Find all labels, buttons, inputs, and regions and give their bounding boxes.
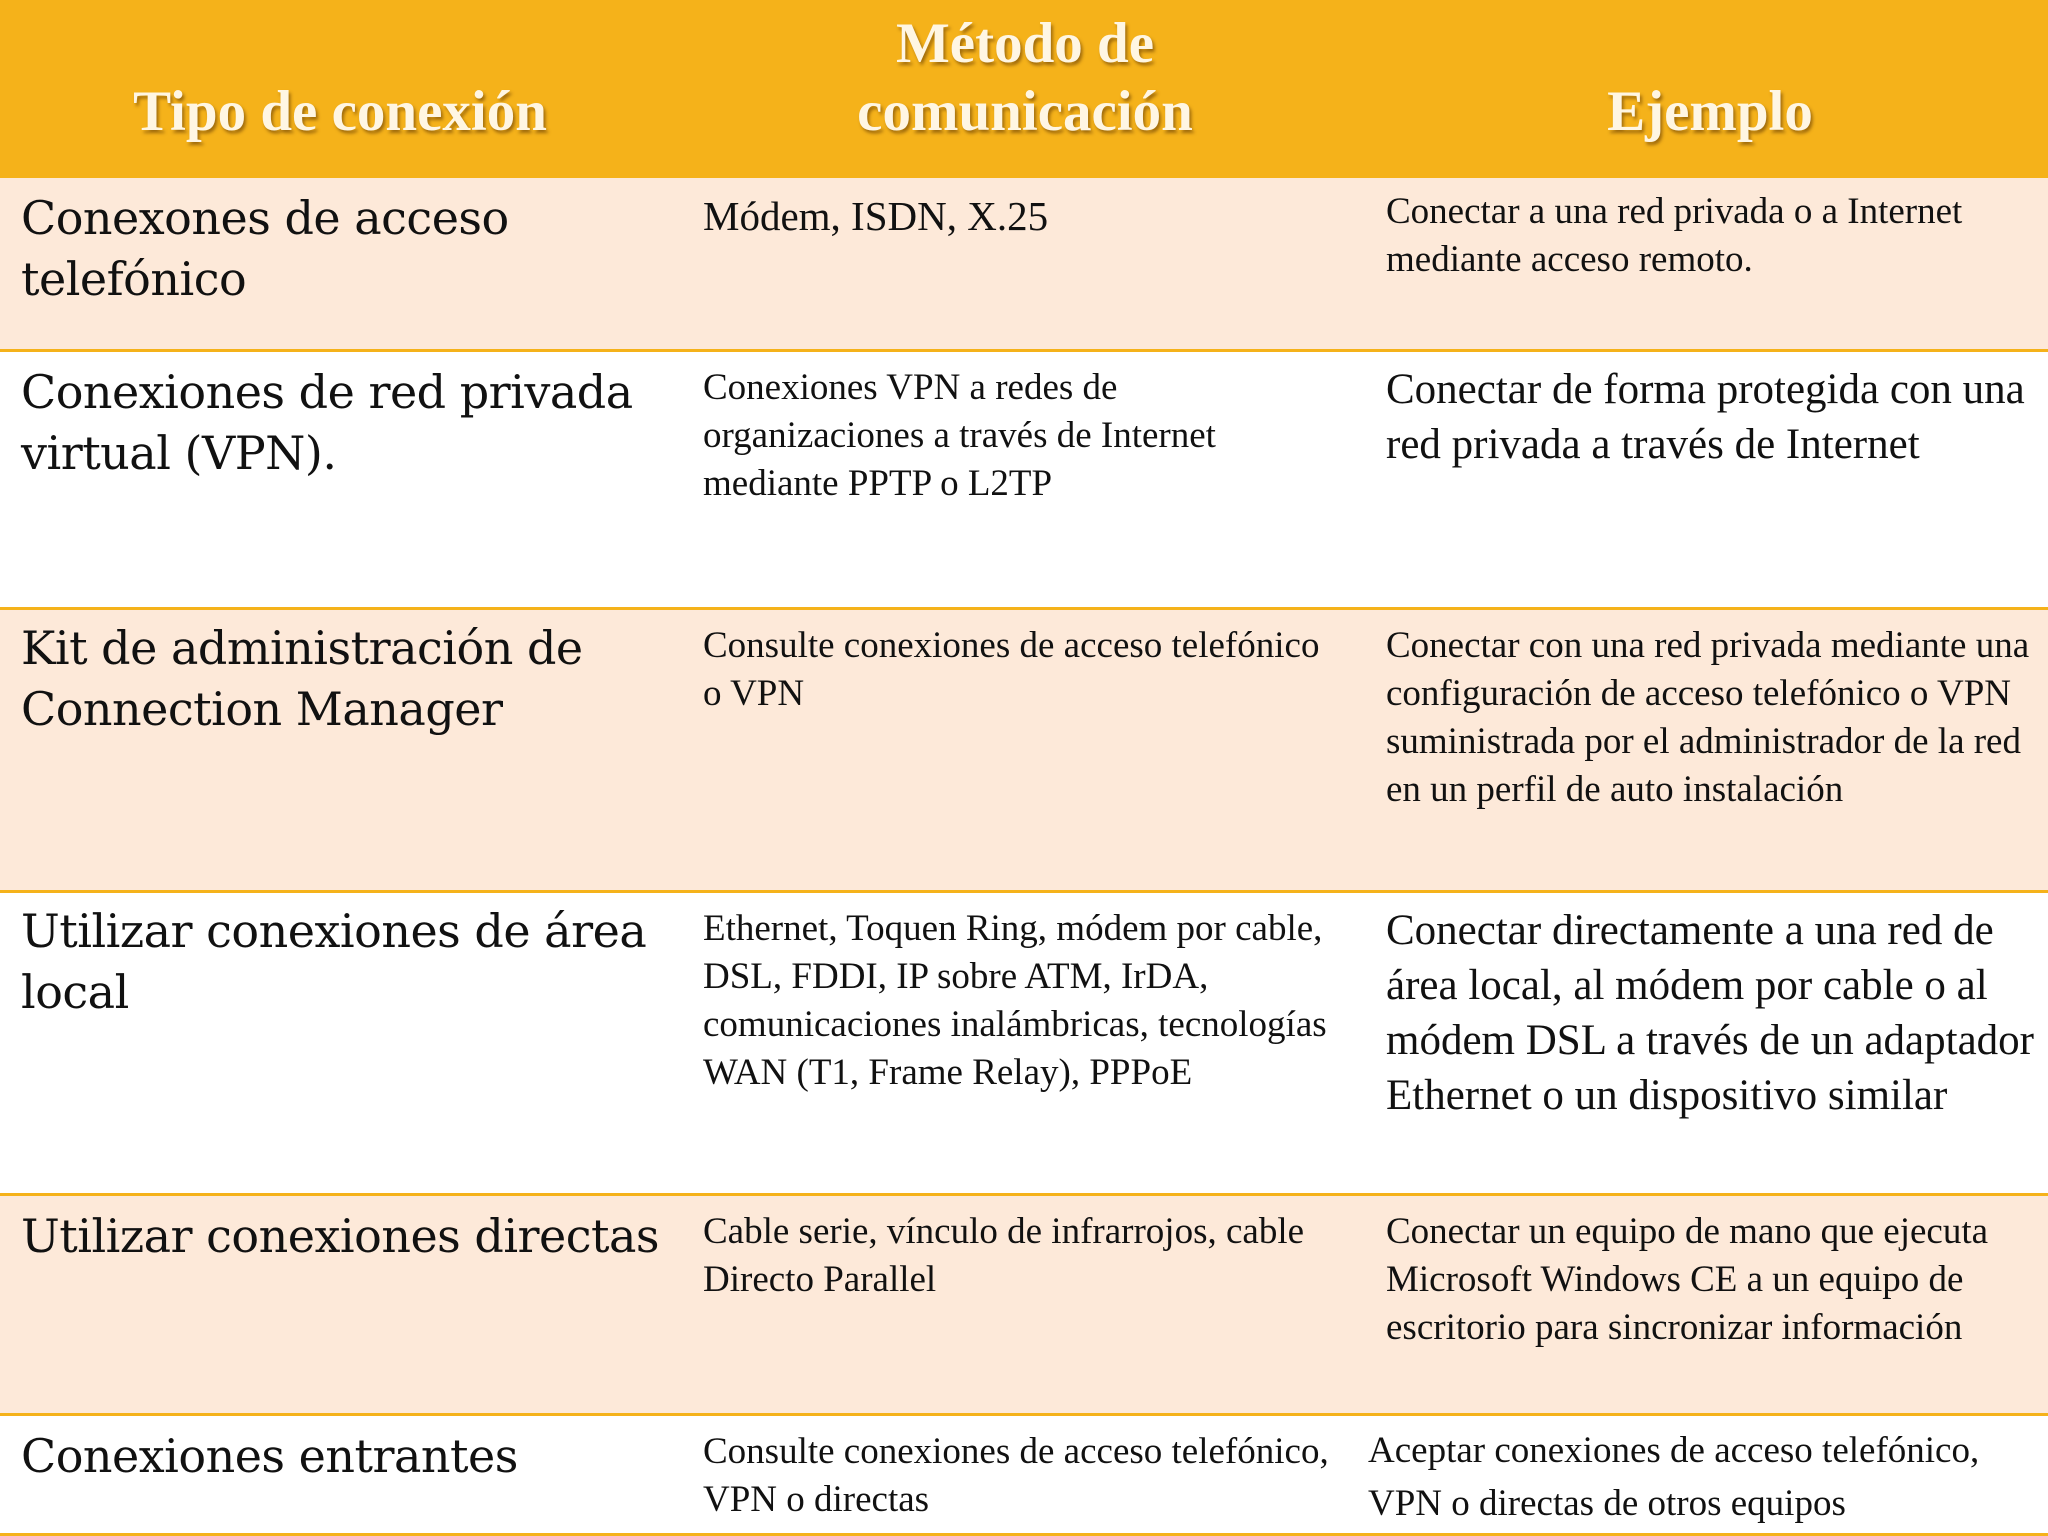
table-row [0, 175, 2048, 352]
table-row [0, 1193, 2048, 1416]
cell-tipo: Utilizar conexiones directas [21, 1209, 660, 1263]
cell-ejemplo: Conectar un equipo de mano que ejecuta Microsoft Windows CE a un equipo de escritorio para sincronizar información [1386, 1211, 1989, 1348]
cell-tipo: Conexiones de red privada virtual (VPN). [21, 365, 633, 480]
cell-metodo: Conexiones VPN a redes de organizaciones a través de Internet mediante PPTP o L2TP [703, 367, 1216, 504]
cell-metodo: Consulte conexiones de acceso telefónico o VPN [703, 625, 1320, 714]
table-row [0, 1413, 2048, 1536]
cell-ejemplo: Conectar a una red privada o a Internet mediante acceso remoto. [1386, 191, 1963, 280]
table-row [0, 607, 2048, 893]
cell-tipo: Kit de administración de Connection Manager [21, 621, 583, 736]
cell-tipo: Conexones de acceso telefónico [21, 191, 509, 306]
header-metodo-de-comunicacion: Método de comunicación [857, 12, 1193, 143]
header-ejemplo: Ejemplo [1607, 80, 1813, 143]
table-row [0, 890, 2048, 1196]
cell-metodo: Consulte conexiones de acceso telefónico, VPN o directas [703, 1431, 1329, 1520]
cell-tipo: Conexiones entrantes [21, 1429, 518, 1483]
cell-metodo: Cable serie, vínculo de infrarrojos, cable Directo Parallel [703, 1211, 1305, 1300]
cell-ejemplo: Aceptar conexiones de acceso telefónico, VPN o directas de otros equipos [1368, 1430, 1980, 1524]
cell-ejemplo: Conectar con una red privada mediante una configuración de acceso telefónico o VPN suministrada por el administrador de la red en un perfil de auto instalación [1386, 625, 2030, 810]
cell-tipo: Utilizar conexiones de área local [21, 904, 647, 1019]
cell-metodo: Módem, ISDN, X.25 [703, 193, 1049, 239]
cell-ejemplo: Conectar de forma protegida con una red privada a través de Internet [1386, 366, 2025, 468]
table-row [0, 349, 2048, 610]
cell-ejemplo: Conectar directamente a una red de área local, al módem por cable o al módem DSL a través de un adaptador Ethernet o un dispositivo similar [1386, 907, 2034, 1119]
table-header [0, 0, 2048, 175]
cell-metodo: Ethernet, Toquen Ring, módem por cable, DSL, FDDI, IP sobre ATM, IrDA, comunicaciones inalámbricas, tecnologías WAN (T1, Frame Relay), PPPoE [703, 908, 1327, 1093]
header-tipo-de-conexion: Tipo de conexión [133, 80, 547, 143]
